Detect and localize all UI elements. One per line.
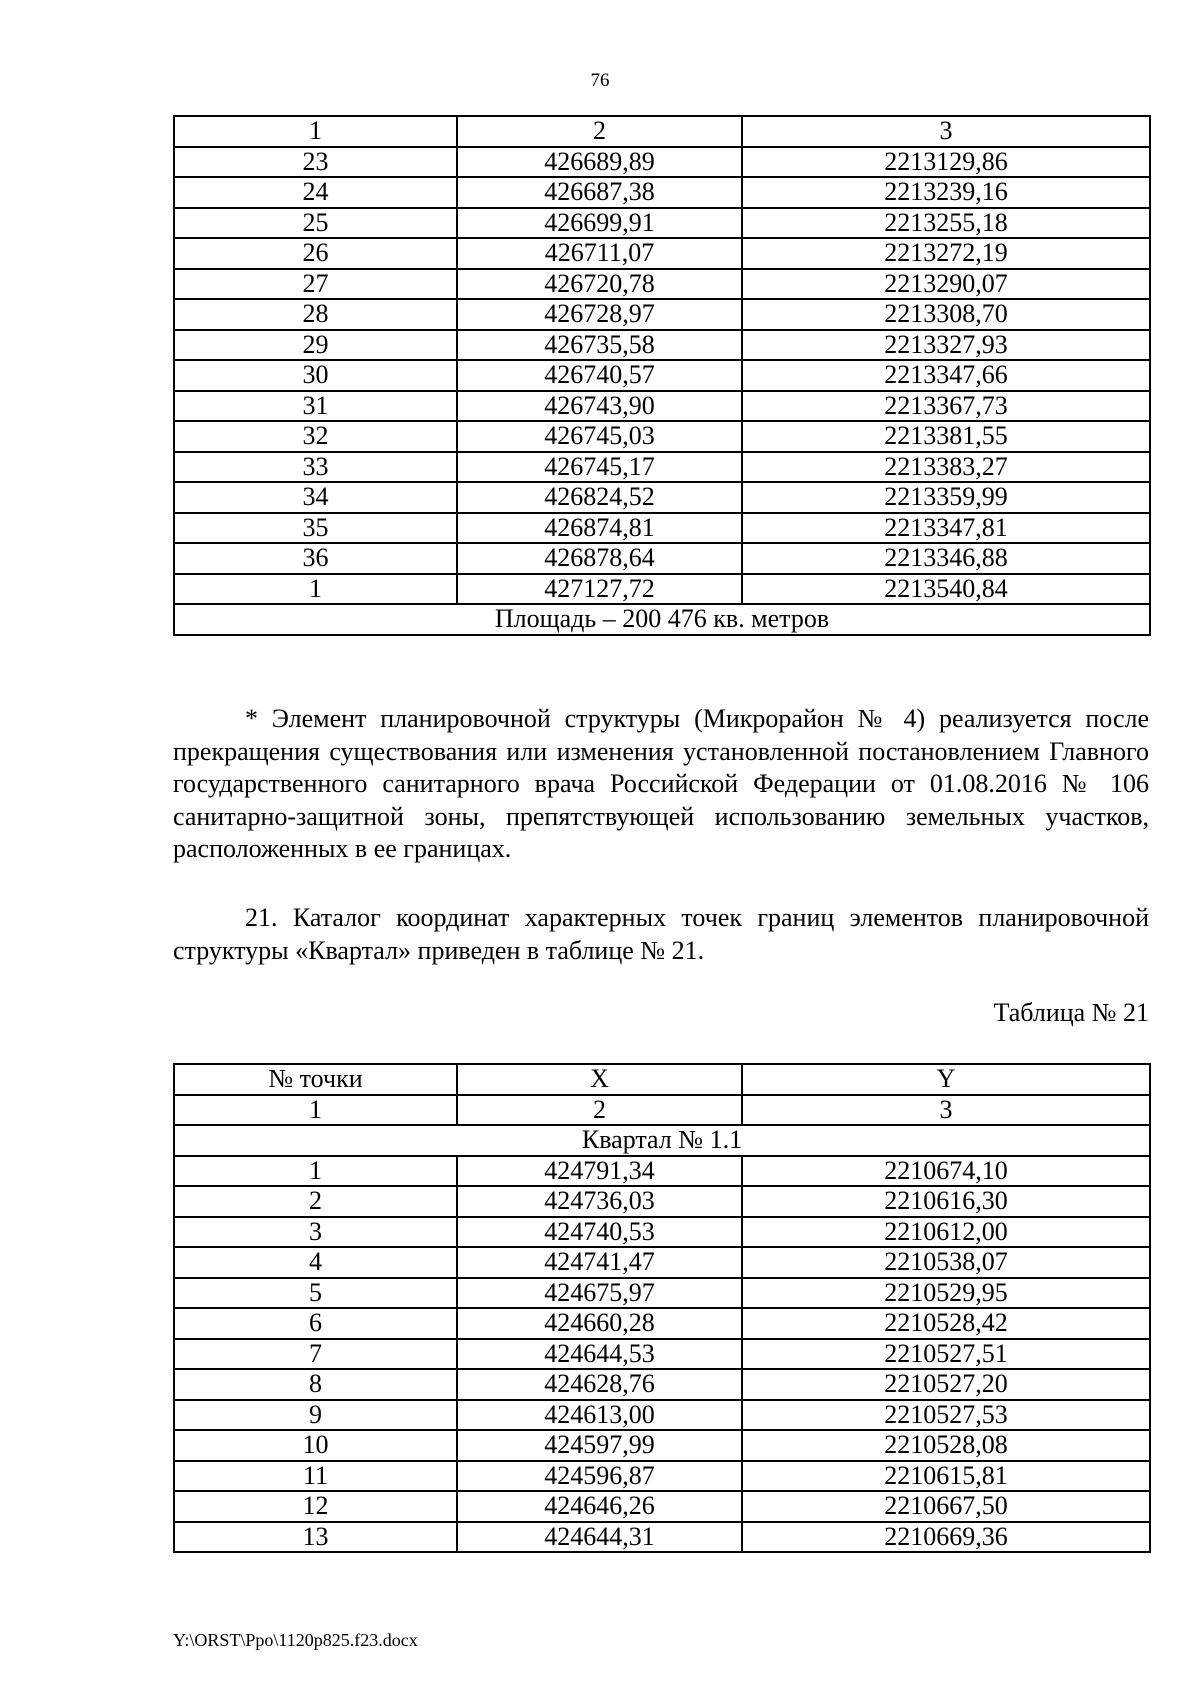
point-number-cell: 1 xyxy=(174,1156,457,1187)
table-row xyxy=(174,147,1150,178)
point-number-cell: 26 xyxy=(174,238,457,269)
table-header-row xyxy=(174,1064,1150,1095)
table-row xyxy=(174,299,1150,330)
x-coordinate-cell: 424644,53 xyxy=(457,1339,742,1370)
x-coordinate-cell: 426740,57 xyxy=(457,360,742,391)
table-row xyxy=(174,177,1150,208)
x-coordinate-cell: 424736,03 xyxy=(457,1186,742,1217)
column-header: Y xyxy=(742,1064,1150,1095)
point-number-cell: 10 xyxy=(174,1430,457,1461)
point-number-cell: 32 xyxy=(174,421,457,452)
point-number-cell: 12 xyxy=(174,1491,457,1522)
table-row xyxy=(174,360,1150,391)
table-row xyxy=(174,1522,1150,1553)
point-number-cell: 31 xyxy=(174,391,457,422)
y-coordinate-cell: 2213308,70 xyxy=(742,299,1150,330)
table-row xyxy=(174,1308,1150,1339)
point-number-cell: 28 xyxy=(174,299,457,330)
x-coordinate-cell: 424741,47 xyxy=(457,1247,742,1278)
point-number-cell: 23 xyxy=(174,147,457,178)
table-row xyxy=(174,1461,1150,1492)
y-coordinate-cell: 2210612,00 xyxy=(742,1217,1150,1248)
column-header: № точки xyxy=(174,1064,457,1095)
point-number-cell: 25 xyxy=(174,208,457,239)
table-row xyxy=(174,208,1150,239)
table-row xyxy=(174,1400,1150,1431)
x-coordinate-cell: 424646,26 xyxy=(457,1491,742,1522)
y-coordinate-cell: 2210538,07 xyxy=(742,1247,1150,1278)
item-21-paragraph: 21. Каталог координат характерных точек границ элементов планировочной структуры «Квартал» приведен в таблице № 21. xyxy=(173,903,1149,965)
y-coordinate-cell: 2213346,88 xyxy=(742,543,1150,574)
footnote: * Элемент планировочной структуры (Микрорайон № 4) реализуется после прекращения существования или изменения установленной постановлением Главного государственного санитарного врача Российской Федерации от 01.08.2016 № 106 санитарно-защитной зоны, препятствующей использованию земельных участков, расположенных в ее границах. xyxy=(173,704,1149,863)
point-number-cell: 4 xyxy=(174,1247,457,1278)
table-row xyxy=(174,1339,1150,1370)
y-coordinate-cell: 2213255,18 xyxy=(742,208,1150,239)
table-row xyxy=(174,1156,1150,1187)
y-coordinate-cell: 2213347,81 xyxy=(742,513,1150,544)
point-number-cell: 3 xyxy=(174,1217,457,1248)
table-header-row xyxy=(174,116,1150,147)
y-coordinate-cell: 2210615,81 xyxy=(742,1461,1150,1492)
x-coordinate-cell: 424596,87 xyxy=(457,1461,742,1492)
column-header: X xyxy=(457,1064,742,1095)
y-coordinate-cell: 2210527,53 xyxy=(742,1400,1150,1431)
column-number-row xyxy=(174,1095,1150,1126)
x-coordinate-cell: 424628,76 xyxy=(457,1369,742,1400)
header-cell: 2 xyxy=(457,116,742,147)
x-coordinate-cell: 426874,81 xyxy=(457,513,742,544)
y-coordinate-cell: 2210616,30 xyxy=(742,1186,1150,1217)
y-coordinate-cell: 2210669,36 xyxy=(742,1522,1150,1553)
x-coordinate-cell: 426824,52 xyxy=(457,482,742,513)
area-cell: Площадь – 200 476 кв. метров xyxy=(174,604,1150,635)
x-coordinate-cell: 426728,97 xyxy=(457,299,742,330)
x-coordinate-cell: 426745,03 xyxy=(457,421,742,452)
y-coordinate-cell: 2213381,55 xyxy=(742,421,1150,452)
point-number-cell: 33 xyxy=(174,452,457,483)
table-row xyxy=(174,513,1150,544)
point-number-cell: 30 xyxy=(174,360,457,391)
table-row xyxy=(174,482,1150,513)
table-row xyxy=(174,452,1150,483)
y-coordinate-cell: 2213290,07 xyxy=(742,269,1150,300)
table-row xyxy=(174,1217,1150,1248)
table-row xyxy=(174,1430,1150,1461)
x-coordinate-cell: 424675,97 xyxy=(457,1278,742,1309)
x-coordinate-cell: 426720,78 xyxy=(457,269,742,300)
point-number-cell: 29 xyxy=(174,330,457,361)
y-coordinate-cell: 2213129,86 xyxy=(742,147,1150,178)
section-row xyxy=(174,1125,1150,1156)
x-coordinate-cell: 426689,89 xyxy=(457,147,742,178)
point-number-cell: 36 xyxy=(174,543,457,574)
point-number-cell: 27 xyxy=(174,269,457,300)
y-coordinate-cell: 2213239,16 xyxy=(742,177,1150,208)
point-number-cell: 24 xyxy=(174,177,457,208)
column-number: 2 xyxy=(457,1095,742,1126)
point-number-cell: 7 xyxy=(174,1339,457,1370)
point-number-cell: 35 xyxy=(174,513,457,544)
table-row xyxy=(174,238,1150,269)
table-row xyxy=(174,1278,1150,1309)
x-coordinate-cell: 426711,07 xyxy=(457,238,742,269)
y-coordinate-cell: 2213359,99 xyxy=(742,482,1150,513)
table-row xyxy=(174,330,1150,361)
area-row xyxy=(174,604,1150,635)
table-row xyxy=(174,421,1150,452)
y-coordinate-cell: 2213383,27 xyxy=(742,452,1150,483)
table-row xyxy=(174,1247,1150,1278)
x-coordinate-cell: 426699,91 xyxy=(457,208,742,239)
file-path-footer: Y:\ORST\Ppo\1120p825.f23.docx xyxy=(173,1630,418,1650)
section-title: Квартал № 1.1 xyxy=(174,1125,1150,1156)
y-coordinate-cell: 2210674,10 xyxy=(742,1156,1150,1187)
x-coordinate-cell: 426745,17 xyxy=(457,452,742,483)
x-coordinate-cell: 424644,31 xyxy=(457,1522,742,1553)
coordinates-table-continued xyxy=(173,115,1151,636)
point-number-cell: 2 xyxy=(174,1186,457,1217)
point-number-cell: 13 xyxy=(174,1522,457,1553)
point-number-cell: 5 xyxy=(174,1278,457,1309)
table-21 xyxy=(173,1063,1151,1553)
header-cell: 3 xyxy=(742,116,1150,147)
x-coordinate-cell: 426743,90 xyxy=(457,391,742,422)
x-coordinate-cell: 424613,00 xyxy=(457,1400,742,1431)
table-row xyxy=(174,1369,1150,1400)
y-coordinate-cell: 2210528,42 xyxy=(742,1308,1150,1339)
y-coordinate-cell: 2210667,50 xyxy=(742,1491,1150,1522)
table-row xyxy=(174,269,1150,300)
column-number: 3 xyxy=(742,1095,1150,1126)
point-number-cell: 11 xyxy=(174,1461,457,1492)
y-coordinate-cell: 2213367,73 xyxy=(742,391,1150,422)
point-number-cell: 34 xyxy=(174,482,457,513)
x-coordinate-cell: 426878,64 xyxy=(457,543,742,574)
table-row xyxy=(174,1186,1150,1217)
x-coordinate-cell: 426687,38 xyxy=(457,177,742,208)
column-number: 1 xyxy=(174,1095,457,1126)
x-coordinate-cell: 424597,99 xyxy=(457,1430,742,1461)
page-number: 76 xyxy=(590,70,610,91)
y-coordinate-cell: 2210527,20 xyxy=(742,1369,1150,1400)
x-coordinate-cell: 424660,28 xyxy=(457,1308,742,1339)
table-row xyxy=(174,1491,1150,1522)
y-coordinate-cell: 2210528,08 xyxy=(742,1430,1150,1461)
point-number-cell: 1 xyxy=(174,574,457,605)
point-number-cell: 6 xyxy=(174,1308,457,1339)
x-coordinate-cell: 427127,72 xyxy=(457,574,742,605)
table-row xyxy=(174,574,1150,605)
y-coordinate-cell: 2210527,51 xyxy=(742,1339,1150,1370)
y-coordinate-cell: 2210529,95 xyxy=(742,1278,1150,1309)
y-coordinate-cell: 2213272,19 xyxy=(742,238,1150,269)
table-caption: Таблица № 21 xyxy=(993,998,1149,1027)
point-number-cell: 8 xyxy=(174,1369,457,1400)
x-coordinate-cell: 424740,53 xyxy=(457,1217,742,1248)
y-coordinate-cell: 2213327,93 xyxy=(742,330,1150,361)
y-coordinate-cell: 2213347,66 xyxy=(742,360,1150,391)
table-row xyxy=(174,391,1150,422)
x-coordinate-cell: 424791,34 xyxy=(457,1156,742,1187)
x-coordinate-cell: 426735,58 xyxy=(457,330,742,361)
y-coordinate-cell: 2213540,84 xyxy=(742,574,1150,605)
point-number-cell: 9 xyxy=(174,1400,457,1431)
table-row xyxy=(174,543,1150,574)
header-cell: 1 xyxy=(174,116,457,147)
